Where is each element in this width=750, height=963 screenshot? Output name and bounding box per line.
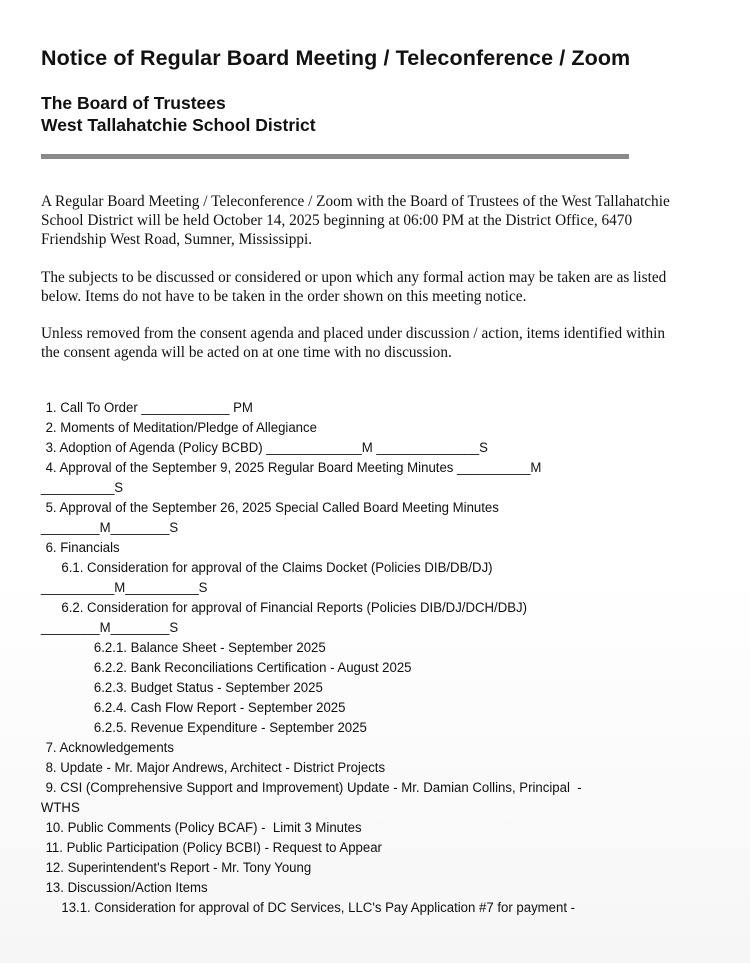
agenda-item-5 [0,498,698,518]
agenda-item-text: 1. Call To Order ____________ PM [45,400,253,416]
agenda-list [0,398,698,918]
agenda-item-text: 6.2.1. Balance Sheet - September 2025 [93,640,326,656]
agenda-item-6-2-2 [0,658,698,678]
agenda-item-text: __________S [40,480,124,496]
agenda-item-6 [0,538,698,558]
agenda-item-text: 6.1. Consideration for approval of the Claims Docket (Policies DIB/DB/DJ) [61,560,493,576]
agenda-item-7 [0,738,698,758]
notice-title: Notice of Regular Board Meeting / Teleconference / Zoom [41,46,631,70]
agenda-item-text: WTHS [40,800,80,816]
agenda-item-text: 3. Adoption of Agenda (Policy BCBD) _____________M ______________S [45,440,488,456]
consent-paragraph: Unless removed from the consent agenda and placed under discussion / action, items identified within the consent agenda will be acted on at one time with no discussion. [41,325,666,361]
agenda-item-text: 7. Acknowledgements [45,740,174,756]
agenda-item-text: 6.2.5. Revenue Expenditure - September 2025 [93,720,367,736]
agenda-item-text: 9. CSI (Comprehensive Support and Improvement) Update - Mr. Damian Collins, Principal - [45,780,582,796]
agenda-item-6-1-second [0,578,698,598]
meeting-paragraph: A Regular Board Meeting / Teleconference / Zoom with the Board of Trustees of the West Tallahatchie School District will be held October 14, 2025 beginning at 06:00 PM at the District Office, 6470 Friendship West Road, Sumner, Mississippi. [41,193,670,248]
agenda-item-6-2-4 [0,698,698,718]
agenda-item-text: 13. Discussion/Action Items [45,880,208,896]
agenda-item-6-2-5 [0,718,698,738]
agenda-item-13 [0,878,698,898]
agenda-item-text: 6.2.3. Budget Status - September 2025 [93,680,323,696]
agenda-item-text: 6. Financials [45,540,120,556]
agenda-item-6-2-1 [0,638,698,658]
agenda-item-text: 8. Update - Mr. Major Andrews, Architect - District Projects [45,760,386,776]
header-divider [41,154,629,159]
agenda-item-3 [0,438,698,458]
district-name: West Tallahatchie School District [41,115,316,135]
agenda-item-text: 6.2. Consideration for approval of Financial Reports (Policies DIB/DJ/DCH/DBJ) [61,600,528,616]
agenda-item-10 [0,818,698,838]
subjects-paragraph: The subjects to be discussed or considered or upon which any formal action may be taken are as listed below. Items do not have to be taken in the order shown on this meeting notice. [41,269,667,305]
agenda-item-13-1 [0,898,698,918]
agenda-item-2 [0,418,698,438]
board-name: The Board of Trustees [41,93,226,113]
agenda-item-8 [0,758,698,778]
agenda-item-6-2-second [0,618,698,638]
agenda-item-4-second [0,478,698,498]
agenda-item-text: 2. Moments of Meditation/Pledge of Allegiance [45,420,317,436]
agenda-item-text: 6.2.2. Bank Reconciliations Certification - August 2025 [93,660,412,676]
agenda-item-6-1 [0,558,698,578]
agenda-item-6-2-3 [0,678,698,698]
agenda-item-text: 6.2.4. Cash Flow Report - September 2025 [93,700,346,716]
agenda-item-text: __________M__________S [40,580,208,596]
agenda-item-9-second [0,798,698,818]
agenda-item-text: ________M________S [40,520,179,536]
agenda-item-9 [0,778,698,798]
agenda-item-5-second [0,518,698,538]
agenda-item-text: 11. Public Participation (Policy BCBI) - Request to Appear [45,840,382,856]
agenda-item-text: 13.1. Consideration for approval of DC Services, LLC's Pay Application #7 for payment - [61,900,576,916]
agenda-item-text: ________M________S [40,620,179,636]
agenda-item-6-2 [0,598,698,618]
agenda-item-4 [0,458,698,478]
agenda-item-text: 12. Superintendent's Report - Mr. Tony Young [45,860,312,876]
agenda-item-text: 4. Approval of the September 9, 2025 Regular Board Meeting Minutes __________M [45,460,542,476]
agenda-item-text: 10. Public Comments (Policy BCAF) - Limit 3 Minutes [45,820,362,836]
agenda-item-1 [0,398,698,418]
agenda-item-text: 5. Approval of the September 26, 2025 Special Called Board Meeting Minutes [45,500,499,516]
agenda-item-11 [0,838,698,858]
agenda-item-12 [0,858,698,878]
